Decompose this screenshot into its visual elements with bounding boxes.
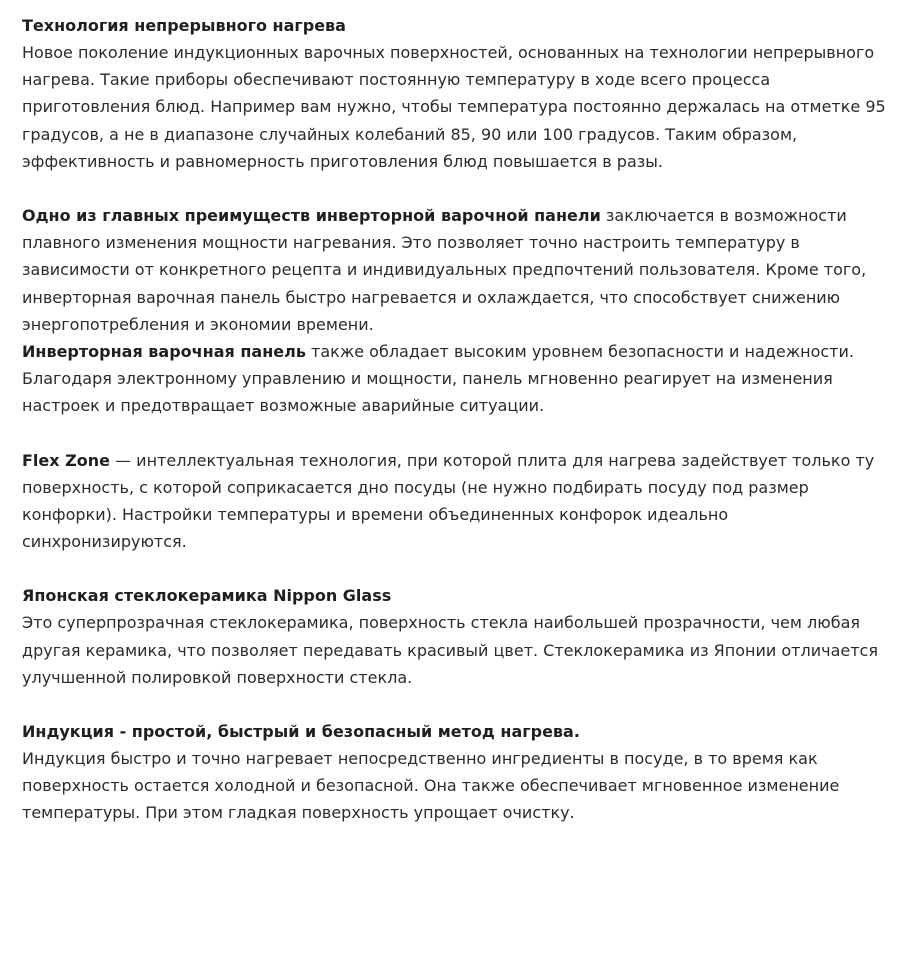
- lead-phrase: Flex Zone: [22, 450, 110, 470]
- section-paragraph: [22, 447, 889, 556]
- section-text: заключается в возможности плавного изменения мощности нагревания. Это позволяет точно настроить температуру в зависимости от конкретного рецепта и индивидуальных предпочтений пользователя. Кроме того, инверторная варочная панель быстро нагревается и охлаждается, что способствует снижению энергопотребления и экономии времени.: [22, 206, 867, 334]
- section-inverter-advantage: [22, 202, 889, 338]
- section-continuous-heating: [22, 12, 889, 175]
- section-inverter-safety: [22, 338, 889, 420]
- section-heading: Технология непрерывного нагрева: [22, 16, 346, 35]
- lead-phrase: Одно из главных преимуществ инверторной варочной панели: [22, 206, 601, 226]
- section-text: — интеллектуальная технология, при которой плита для нагрева задействует только ту поверхность, с которой соприкасается дно посуды (не нужно подбирать посуду под размер конфорки). Настройки температуры и времени объединенных конфорок идеально синхронизируются.: [22, 450, 875, 552]
- section-induction: [22, 718, 889, 827]
- section-flex-zone: [22, 447, 889, 556]
- section-paragraph: [22, 202, 889, 338]
- section-text: Новое поколение индукционных варочных поверхностей, основанных на технологии непрерывного нагрева. Такие приборы обеспечивают постоянную температуру в ходе всего процесса приготовления блюд. Например вам нужно, чтобы температура постоянно держалась на отметке 95 градусов, а не в диапазоне случайных колебаний 85, 90 или 100 градусов. Таким образом, эффективность и равномерность приготовления блюд повышается в разы.: [22, 43, 886, 171]
- section-text: также обладает высоким уровнем безопасности и надежности. Благодаря электронному управлению и мощности, панель мгновенно реагирует на изменения настроек и предотвращает возможные аварийные ситуации.: [22, 342, 854, 416]
- section-nippon-glass: [22, 582, 889, 691]
- section-paragraph: [22, 338, 889, 420]
- section-heading: Индукция - простой, быстрый и безопасный метод нагрева.: [22, 722, 580, 742]
- section-heading: Японская стеклокерамика Nippon Glass: [22, 586, 392, 606]
- section-text: Это суперпрозрачная стеклокерамика, поверхность стекла наибольшей прозрачности, чем любая другая керамика, что позволяет передавать красивый цвет. Стеклокерамика из Японии отличается улучшенной полировкой поверхности стекла.: [22, 613, 878, 687]
- section-text: Индукция быстро и точно нагревает непосредственно ингредиенты в посуде, в то время как поверхность остается холодной и безопасной. Она также обеспечивает мгновенное изменение температуры. При этом гладкая поверхность упрощает очистку.: [22, 749, 840, 823]
- lead-phrase: Инверторная варочная панель: [22, 342, 306, 362]
